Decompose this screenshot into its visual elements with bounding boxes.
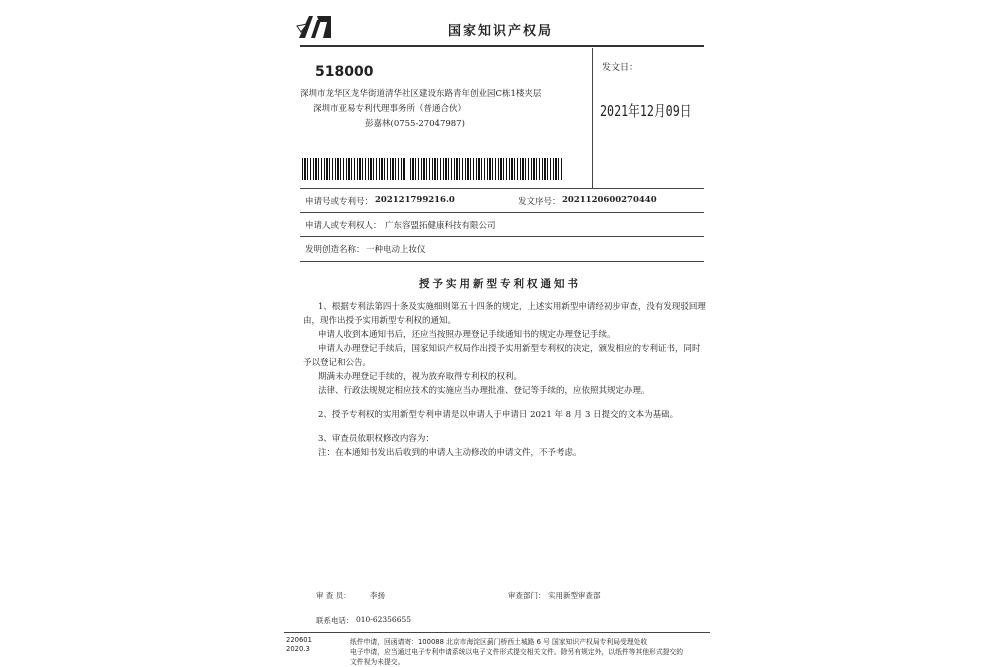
para1-line6: 期满未办理登记手续的，视为放弃取得专利权的权利。: [318, 372, 523, 382]
postcode: 518000: [315, 64, 374, 80]
header-divider: [592, 48, 593, 188]
para2: 2、授予专利权的实用新型专利申请是以申请人于申请日 2021 年 8 月 3 日提交的文本为基础。: [318, 410, 679, 420]
examiner-label: 审 查 员：: [316, 591, 351, 600]
applicant-value: 广东容盟拓健康科技有限公司: [385, 221, 496, 231]
doc-no-value: 2021120600270440: [562, 195, 657, 205]
dispatch-date-label: 发文日：: [602, 63, 639, 73]
dept-value: 实用新型审查部: [548, 591, 601, 600]
electronic-note-line1: 电子申请，应当通过电子专利申请系统以电子文件形式提交相关文件。除另有规定外，以纸件等其他形式提交的: [350, 648, 684, 656]
note: 注：在本通知书发出后收到的申请人主动修改的申请文件，不予考虑。: [318, 448, 582, 458]
address-line-2: 深圳市亚易专利代理事务所（普通合伙）: [313, 104, 467, 114]
address-line-1: 深圳市龙华区龙华街道清华社区建设东路青年创业园C栋1楼夹层: [300, 89, 542, 99]
applicant-label: 申请人或专利权人：: [305, 221, 382, 231]
para1-line3: 申请人收到本通知书后，还应当按照办理登记手续通知书的规定办理登记手续。: [318, 330, 616, 340]
phone-value: 010-62356655: [356, 615, 412, 624]
examiner-value: 李扬: [370, 591, 385, 600]
para1-line5: 予以登记和公告。: [303, 358, 372, 368]
doc-no-label: 发文序号：: [518, 197, 561, 207]
field-row-rule-2: [300, 236, 704, 237]
invention-value: 一种电动上妆仪: [366, 245, 426, 255]
field-row-rule-1: [300, 212, 704, 213]
dispatch-date-value: 2021年12月09日: [600, 102, 692, 120]
para1-line1: 1、根据专利法第四十条及实施细则第五十四条的规定，上述实用新型申请经初步审查，没有发现驳回理: [318, 302, 706, 312]
field-row-rule-3: [300, 261, 704, 262]
electronic-note-line2: 文件视为未提交。: [350, 658, 405, 666]
paper-submission-note: 纸件申请，回函请寄：100088 北京市海淀区蓟门桥西土城路 6 号 国家知识产权局专利局受理处收: [350, 638, 648, 646]
notice-title: 授予实用新型专利权通知书: [419, 278, 581, 290]
office-name: 国家知识产权局: [448, 24, 554, 39]
para1-line7: 法律、行政法规规定相应技术的实施应当办理批准、登记等手续的，应依照其规定办理。: [318, 386, 650, 396]
dept-label: 审查部门：: [508, 591, 546, 600]
app-no-value: 202121799216.0: [375, 195, 455, 205]
barcode-left: [302, 158, 406, 180]
form-version: 2020.3: [286, 645, 310, 653]
cnipa-logo-icon: [295, 12, 335, 42]
barcode-right: [410, 158, 564, 180]
address-line-3: 彭嘉林(0755-27047987): [365, 119, 465, 129]
para3: 3、审查员依职权修改内容为：: [318, 434, 434, 444]
invention-label: 发明创造名称：: [305, 245, 365, 255]
field-row-top-rule: [300, 188, 704, 189]
app-no-label: 申请号或专利号：: [305, 197, 374, 207]
para1-line4: 申请人办理登记手续后，国家知识产权局作出授予实用新型专利权的决定，颁发相应的专利证书，同时: [318, 344, 701, 354]
form-code: 220601: [286, 636, 312, 644]
footer-rule: [284, 632, 710, 633]
header-rule: [300, 45, 704, 47]
para1-line2: 由，现作出授予实用新型专利权的通知。: [303, 316, 457, 326]
phone-label: 联系电话：: [316, 616, 354, 625]
